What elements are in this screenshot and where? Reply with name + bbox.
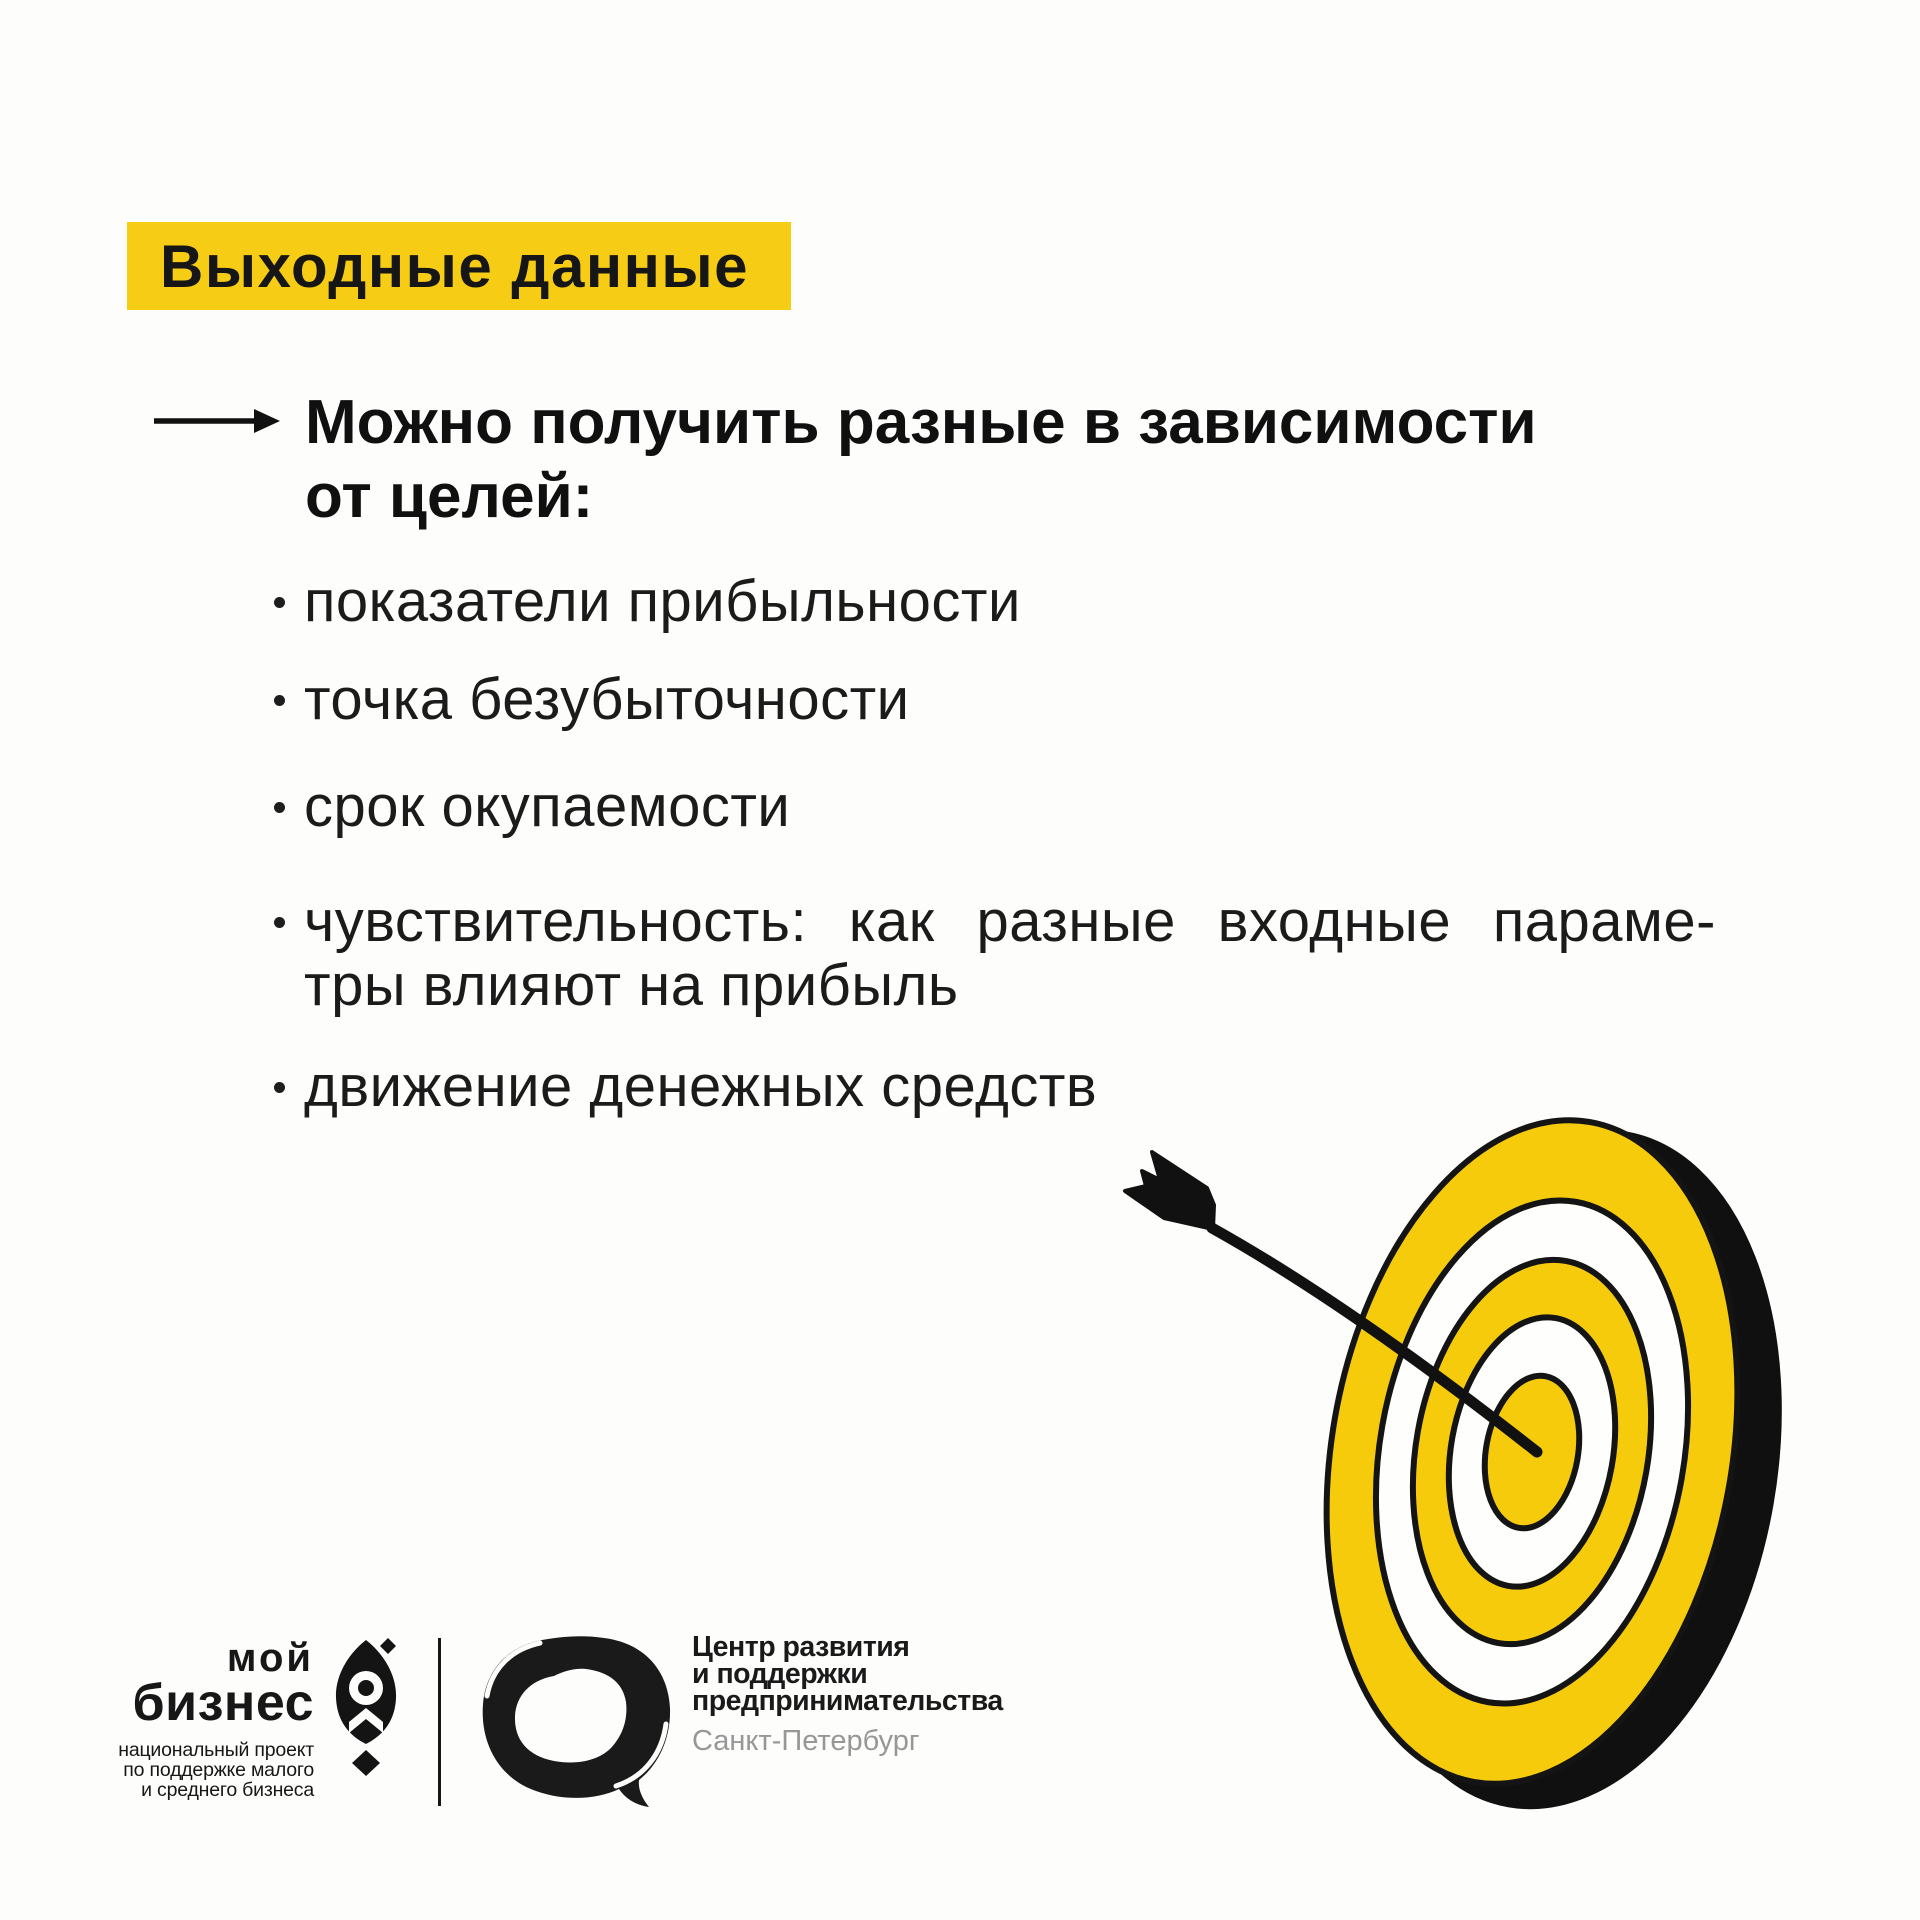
center-city: Санкт-Петербург [692,1724,920,1757]
my-business-logo-text [98,1638,314,1800]
list-item-text: движение денежных средств [304,1054,1098,1119]
list-item [274,890,1716,1018]
list-item [274,570,1021,634]
heading [305,386,1537,534]
list-item [274,775,790,839]
my-business-line1: мой [226,1636,314,1680]
heading-line-1: Можно получить разные в зависимости [305,388,1537,457]
my-business-caption: национальный проект по поддержке малого и среднего бизнеса [118,1739,314,1801]
bullet-dot-icon [274,1082,285,1093]
page-title: Выходные данные [160,232,749,300]
list-item [274,1055,1097,1119]
bullet-dot-icon [274,597,285,608]
bullseye-rings [1274,1087,1830,1840]
list-item-text: показатели прибыльности [304,569,1021,634]
list-item-text: тры влияют на прибыль [304,953,959,1018]
list-item-text: срок окупаемости [304,774,791,839]
list-item-text: чувствительность: как разные входные параме- [304,889,1716,954]
center-logo-text [692,1631,1003,1758]
footer-divider [438,1638,441,1806]
list-item-text: точка безубыточности [304,667,910,732]
title-banner [127,222,791,310]
center-name-line3: предпринимательства [692,1685,1003,1718]
heading-line-2: от целей: [305,462,594,531]
speech-bubble-logo-icon [478,1634,674,1812]
right-arrow-icon [151,399,283,443]
bullet-dot-icon [274,695,285,706]
rocket-icon [326,1632,406,1780]
bullet-dot-icon [274,802,285,813]
target-illustration [1060,1060,1880,1880]
center-name-line1: Центр развития [692,1631,910,1663]
bullet-dot-icon [274,917,285,928]
my-business-line2: бизнес [132,1674,314,1732]
center-name-line2: и поддержки [692,1658,868,1691]
list-item [274,668,910,732]
